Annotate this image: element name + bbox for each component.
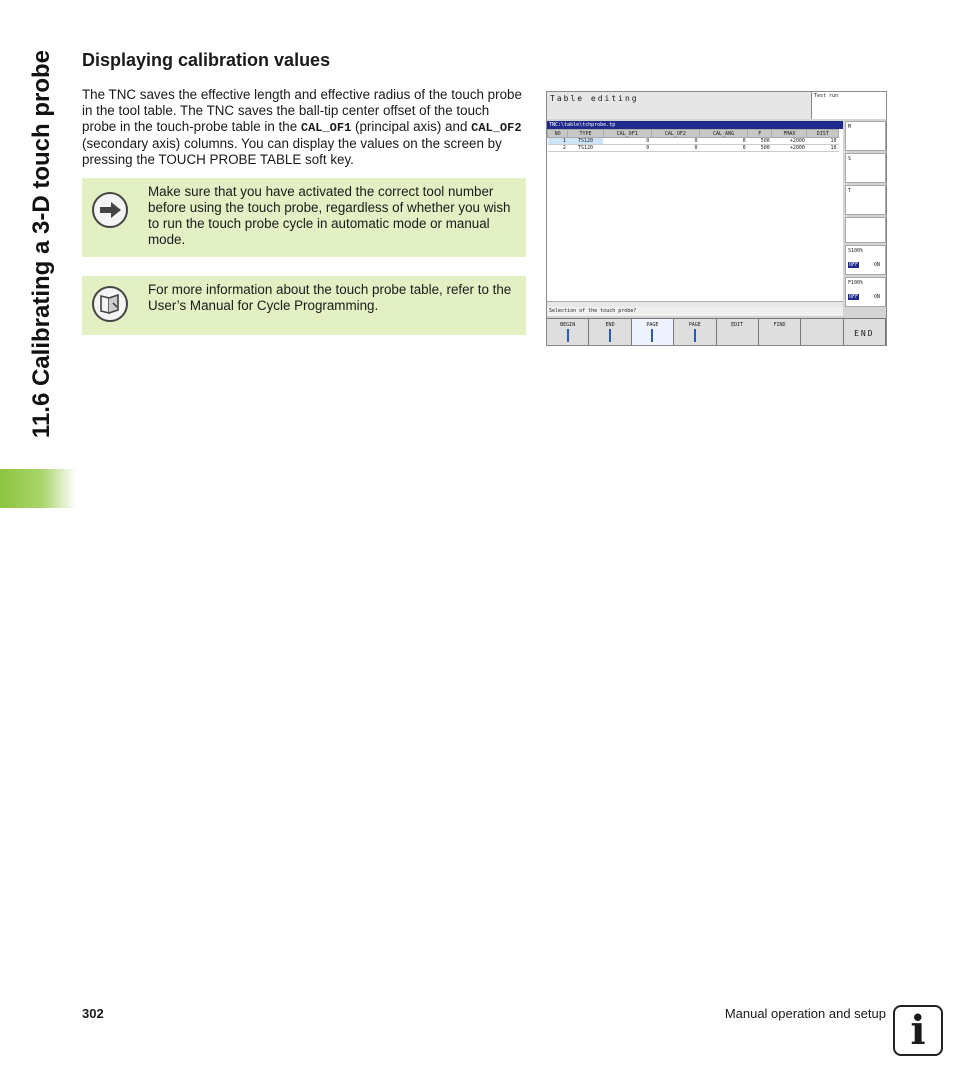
cell: 0 (651, 138, 699, 145)
arrow-down-icon (694, 329, 696, 342)
side-box-t[interactable] (845, 185, 886, 215)
note-text-tool-number: Make sure that you have activated the correct tool number before using the touch probe, regardless of whether you wish to run the touch probe cycle in automatic mode or manual mode. (148, 184, 511, 247)
touch-probe-table (547, 129, 839, 152)
para-text-3: (secondary axis) columns. You can display the values on the screen by pressing the TOUCH PROBE TABLE soft key. (82, 136, 502, 167)
softkey-label: FIND (773, 322, 786, 328)
cell: +2000 (772, 138, 807, 145)
side-label-t: T (848, 188, 852, 194)
tnc-side-panel (845, 121, 886, 309)
softkey-label: BEGIN (560, 322, 576, 328)
tnc-table-area (547, 129, 843, 301)
softkey-page-up[interactable] (632, 318, 674, 345)
cell: TS120 (568, 138, 603, 145)
table-header-row (548, 130, 839, 138)
body-paragraph (82, 87, 526, 168)
side-label-s100: S100% (848, 248, 864, 254)
table-row[interactable] (548, 138, 839, 145)
page-number: 302 (82, 1006, 104, 1021)
para-text-1: The TNC saves the effective length and effective radius of the touch probe in the tool table. The TNC saves the ball-tip center offset of the touch probe in the touch-probe table in the (82, 87, 522, 134)
section-heading: Displaying calibration values (82, 50, 331, 70)
on-label: ON (874, 294, 881, 300)
table-row[interactable] (548, 145, 839, 152)
tnc-file-path: TNC:\table\tchprobe.tp (547, 121, 843, 129)
softkey-row (547, 318, 886, 345)
softkey-label: EDIT (731, 322, 744, 328)
footer-section-title: Manual operation and setup (724, 1006, 886, 1021)
cell: 0 (699, 145, 747, 152)
col-dist: DIST (807, 130, 839, 138)
cell: TS120 (568, 145, 603, 152)
cell: 0 (699, 138, 747, 145)
softkey-label: PAGE (688, 322, 701, 328)
code-cal-of2: CAL_OF2 (471, 121, 522, 135)
info-icon (893, 1005, 943, 1056)
softkey-page-down[interactable] (674, 318, 716, 345)
side-box-m[interactable] (845, 121, 886, 151)
manual-book-icon (92, 286, 128, 322)
tnc-screenshot (546, 91, 887, 346)
softkey-end-table[interactable] (589, 318, 631, 345)
chapter-side-title (12, 50, 72, 470)
cell: 10 (807, 145, 839, 152)
cell: 0 (603, 145, 651, 152)
cell: 2 (548, 145, 568, 152)
softkey-label: PAGE (646, 322, 659, 328)
softkey-blank[interactable] (801, 318, 843, 345)
side-label-f100: F100% (848, 280, 864, 286)
cell: 500 (748, 145, 772, 152)
col-cal-of1: CAL_OF1 (603, 130, 651, 138)
side-box-blank (845, 217, 886, 243)
side-label-s: S (848, 156, 852, 162)
arrow-down-icon (609, 329, 611, 342)
note-box-tool-number (82, 178, 526, 257)
col-cal-ang: CAL_ANG (699, 130, 747, 138)
cell: 0 (651, 145, 699, 152)
para-text-2: (principal axis) and (351, 119, 472, 134)
cell: +2000 (772, 145, 807, 152)
arrow-up-icon (567, 329, 569, 342)
code-cal-of1: CAL_OF1 (300, 121, 352, 135)
cell: 10 (807, 138, 839, 145)
col-no: NO (548, 130, 568, 138)
off-label: OFF (849, 262, 859, 268)
softkey-begin[interactable] (547, 318, 589, 345)
softkey-label: END (605, 322, 615, 328)
softkey-end[interactable] (844, 318, 886, 345)
col-type: TYPE (568, 130, 603, 138)
tnc-header (547, 92, 812, 119)
cell: 0 (603, 138, 651, 145)
softkey-find[interactable] (759, 318, 801, 345)
side-box-spindle-override[interactable] (845, 245, 886, 275)
side-box-feed-override[interactable] (845, 277, 886, 307)
tnc-header-text: Table editing (550, 94, 639, 103)
col-fmax: FMAX (772, 130, 807, 138)
cell: 1 (548, 138, 568, 145)
tnc-status-line: Selection of the touch probe? (547, 307, 843, 316)
arrow-right-icon (92, 192, 128, 228)
note-box-manual-reference (82, 276, 526, 335)
off-label: OFF (849, 294, 859, 300)
side-label-m: M (848, 124, 852, 130)
info-letter: i (910, 1007, 926, 1054)
note-text-manual-reference: For more information about the touch probe table, refer to the User’s Manual for Cycle Programming. (148, 282, 512, 313)
tnc-mode-text: Test run (814, 93, 839, 99)
on-label: ON (874, 262, 881, 268)
softkey-label: END (854, 329, 875, 338)
side-box-s[interactable] (845, 153, 886, 183)
chapter-title-text: 11.6 Calibrating a 3-D touch probe (28, 50, 55, 439)
arrow-up-icon (651, 329, 653, 342)
tnc-mode-box (812, 92, 886, 119)
col-cal-of2: CAL_OF2 (651, 130, 699, 138)
cell: 500 (748, 138, 772, 145)
chapter-tab (0, 469, 76, 508)
col-f: F (748, 130, 772, 138)
softkey-edit[interactable] (717, 318, 759, 345)
